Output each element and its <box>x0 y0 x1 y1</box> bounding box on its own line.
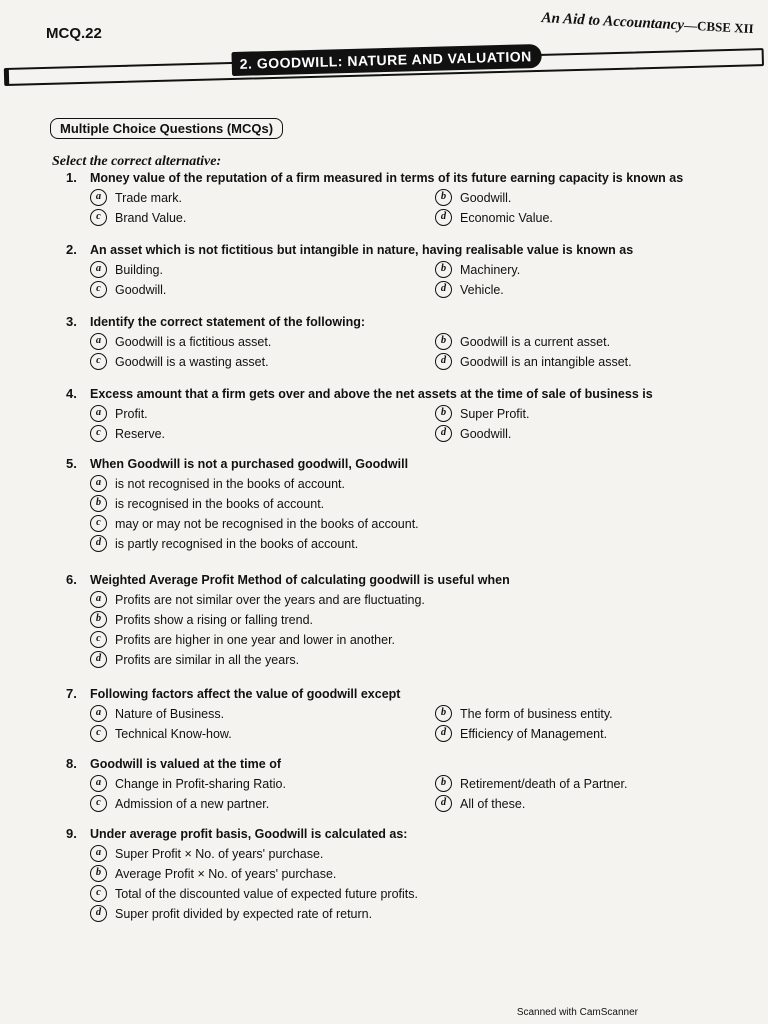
option-d <box>435 281 765 298</box>
option-text: Efficiency of Management. <box>460 726 608 741</box>
question-9 <box>66 826 746 922</box>
book-title-suffix: —CBSE XII <box>683 17 754 37</box>
option-text: The form of business entity. <box>460 706 613 721</box>
option-letter-circle: a <box>90 333 107 350</box>
question-text: Following factors affect the value of goodwill except <box>90 687 401 701</box>
option-c <box>90 795 435 812</box>
option-letter-circle: d <box>435 209 452 226</box>
book-title-text: An Aid to Accountancy <box>540 10 685 34</box>
section-heading: Multiple Choice Questions (MCQs) <box>50 118 283 139</box>
option-c <box>90 353 435 370</box>
scanner-watermark: Scanned with CamScanner <box>516 1007 638 1018</box>
option-text: Brand Value. <box>115 210 187 225</box>
question-text: Money value of the reputation of a firm measured in terms of its future earning capacity is known as <box>90 171 684 185</box>
question-5 <box>66 456 746 552</box>
options-list <box>90 189 746 226</box>
option-a <box>90 261 435 278</box>
option-letter-circle: d <box>435 795 452 812</box>
option-text: Machinery. <box>460 262 521 277</box>
option-text: Goodwill. <box>115 282 167 297</box>
option-d <box>435 725 765 742</box>
option-text: Profits are similar in all the years. <box>115 652 300 667</box>
option-letter-circle: a <box>90 845 107 862</box>
option-text: Technical Know-how. <box>115 726 232 741</box>
chapter-title: 2. GOODWILL: NATURE AND VALUATION <box>231 44 542 76</box>
option-letter-circle: d <box>435 425 452 442</box>
option-text: Profits are not similar over the years and are fluctuating. <box>115 592 425 607</box>
option-letter-circle: a <box>90 189 107 206</box>
option-text: Goodwill is a wasting asset. <box>115 354 269 369</box>
option-letter-circle: c <box>90 725 107 742</box>
option-d <box>435 795 765 812</box>
question-8 <box>66 756 746 812</box>
option-letter-circle: a <box>90 705 107 722</box>
option-c <box>90 725 435 742</box>
option-text: Economic Value. <box>460 210 553 225</box>
option-b <box>435 775 765 792</box>
option-c <box>90 425 435 442</box>
mcq-page-tag: MCQ.22 <box>46 25 102 42</box>
option-text: Vehicle. <box>460 282 504 297</box>
option-text: Average Profit × No. of years' purchase. <box>115 866 337 881</box>
question-7 <box>66 686 746 742</box>
option-letter-circle: d <box>435 281 452 298</box>
question-stem <box>66 386 746 401</box>
option-a <box>90 705 435 722</box>
option-text: Goodwill is a fictitious asset. <box>115 334 272 349</box>
option-letter-circle: c <box>90 425 107 442</box>
option-text: Reserve. <box>115 426 166 441</box>
option-c <box>90 885 740 902</box>
option-text: Goodwill. <box>460 426 512 441</box>
option-text: may or may not be recognised in the books of account. <box>115 516 419 531</box>
question-stem <box>66 242 746 257</box>
question-3 <box>66 314 746 370</box>
option-letter-circle: b <box>435 405 452 422</box>
option-c <box>90 209 435 226</box>
question-number: 8. <box>66 756 77 771</box>
option-text: Retirement/death of a Partner. <box>460 776 628 791</box>
option-text: Profits are higher in one year and lower in another. <box>115 632 396 647</box>
option-b <box>435 333 765 350</box>
question-number: 9. <box>66 826 77 841</box>
option-text: All of these. <box>460 796 526 811</box>
option-d <box>435 353 765 370</box>
option-c <box>90 281 435 298</box>
option-d <box>435 425 765 442</box>
option-letter-circle: b <box>435 705 452 722</box>
question-number: 4. <box>66 386 77 401</box>
options-list <box>90 591 746 668</box>
option-a <box>90 475 740 492</box>
question-number: 1. <box>66 170 77 185</box>
question-stem <box>66 456 746 471</box>
option-letter-circle: b <box>435 189 452 206</box>
options-list <box>90 775 746 812</box>
option-d <box>90 535 740 552</box>
options-list <box>90 705 746 742</box>
question-stem <box>66 170 746 185</box>
option-a <box>90 775 435 792</box>
option-text: Super Profit. <box>460 406 530 421</box>
option-text: Goodwill is a current asset. <box>460 334 611 349</box>
option-letter-circle: d <box>435 353 452 370</box>
question-text: Weighted Average Profit Method of calculating goodwill is useful when <box>90 573 510 587</box>
question-number: 7. <box>66 686 77 701</box>
option-text: Super Profit × No. of years' purchase. <box>115 846 324 861</box>
option-letter-circle: b <box>435 333 452 350</box>
option-b <box>435 261 765 278</box>
option-letter-circle: a <box>90 261 107 278</box>
question-1 <box>66 170 746 226</box>
question-number: 5. <box>66 456 77 471</box>
question-text: When Goodwill is not a purchased goodwill, Goodwill <box>90 457 409 471</box>
option-c <box>90 631 740 648</box>
option-text: Nature of Business. <box>115 706 225 721</box>
option-letter-circle: c <box>90 209 107 226</box>
option-letter-circle: c <box>90 885 107 902</box>
option-text: Profits show a rising or falling trend. <box>115 612 314 627</box>
question-text: An asset which is not fictitious but intangible in nature, having realisable value is known as <box>90 243 634 257</box>
option-text: is recognised in the books of account. <box>115 496 325 511</box>
chapter-banner <box>4 38 765 94</box>
option-b <box>435 405 765 422</box>
option-letter-circle: d <box>90 535 107 552</box>
options-list <box>90 845 746 922</box>
option-c <box>90 515 740 532</box>
question-text: Excess amount that a firm gets over and above the net assets at the time of sale of business is <box>90 387 653 401</box>
option-d <box>435 209 765 226</box>
book-title <box>541 10 754 38</box>
option-a <box>90 591 740 608</box>
question-stem <box>66 756 746 771</box>
option-letter-circle: b <box>90 865 107 882</box>
question-number: 3. <box>66 314 77 329</box>
question-4 <box>66 386 746 442</box>
option-letter-circle: d <box>90 905 107 922</box>
option-letter-circle: a <box>90 775 107 792</box>
question-stem <box>66 686 746 701</box>
options-list <box>90 333 746 370</box>
option-letter-circle: d <box>90 651 107 668</box>
option-text: Building. <box>115 262 163 277</box>
option-text: Change in Profit-sharing Ratio. <box>115 776 286 791</box>
question-stem <box>66 572 746 587</box>
option-d <box>90 905 740 922</box>
option-text: is partly recognised in the books of account. <box>115 536 359 551</box>
option-letter-circle: a <box>90 475 107 492</box>
instruction-text: Select the correct alternative: <box>52 154 222 169</box>
option-letter-circle: c <box>90 795 107 812</box>
options-list <box>90 475 746 552</box>
question-stem <box>66 314 746 329</box>
option-b <box>90 865 740 882</box>
question-text: Identify the correct statement of the following: <box>90 315 366 329</box>
option-letter-circle: c <box>90 281 107 298</box>
option-b <box>435 189 765 206</box>
option-letter-circle: b <box>90 611 107 628</box>
options-list <box>90 405 746 442</box>
option-letter-circle: d <box>435 725 452 742</box>
option-letter-circle: b <box>435 261 452 278</box>
option-a <box>90 405 435 422</box>
option-a <box>90 845 740 862</box>
option-a <box>90 189 435 206</box>
option-text: Trade mark. <box>115 190 182 205</box>
option-text: is not recognised in the books of account. <box>115 476 346 491</box>
question-number: 2. <box>66 242 77 257</box>
options-list <box>90 261 746 298</box>
option-text: Goodwill is an intangible asset. <box>460 354 632 369</box>
option-letter-circle: c <box>90 515 107 532</box>
option-text: Admission of a new partner. <box>115 796 270 811</box>
question-text: Under average profit basis, Goodwill is calculated as: <box>90 827 408 841</box>
option-d <box>90 651 740 668</box>
option-b <box>90 611 740 628</box>
question-2 <box>66 242 746 298</box>
option-letter-circle: b <box>435 775 452 792</box>
question-text: Goodwill is valued at the time of <box>90 757 281 771</box>
option-letter-circle: a <box>90 591 107 608</box>
option-text: Goodwill. <box>460 190 512 205</box>
option-letter-circle: c <box>90 631 107 648</box>
option-b <box>435 705 765 722</box>
option-text: Super profit divided by expected rate of return. <box>115 906 373 921</box>
option-letter-circle: a <box>90 405 107 422</box>
option-text: Total of the discounted value of expected future profits. <box>115 886 418 901</box>
question-stem <box>66 826 746 841</box>
option-b <box>90 495 740 512</box>
option-text: Profit. <box>115 406 148 421</box>
option-letter-circle: c <box>90 353 107 370</box>
option-a <box>90 333 435 350</box>
question-number: 6. <box>66 572 77 587</box>
option-letter-circle: b <box>90 495 107 512</box>
question-6 <box>66 572 746 668</box>
